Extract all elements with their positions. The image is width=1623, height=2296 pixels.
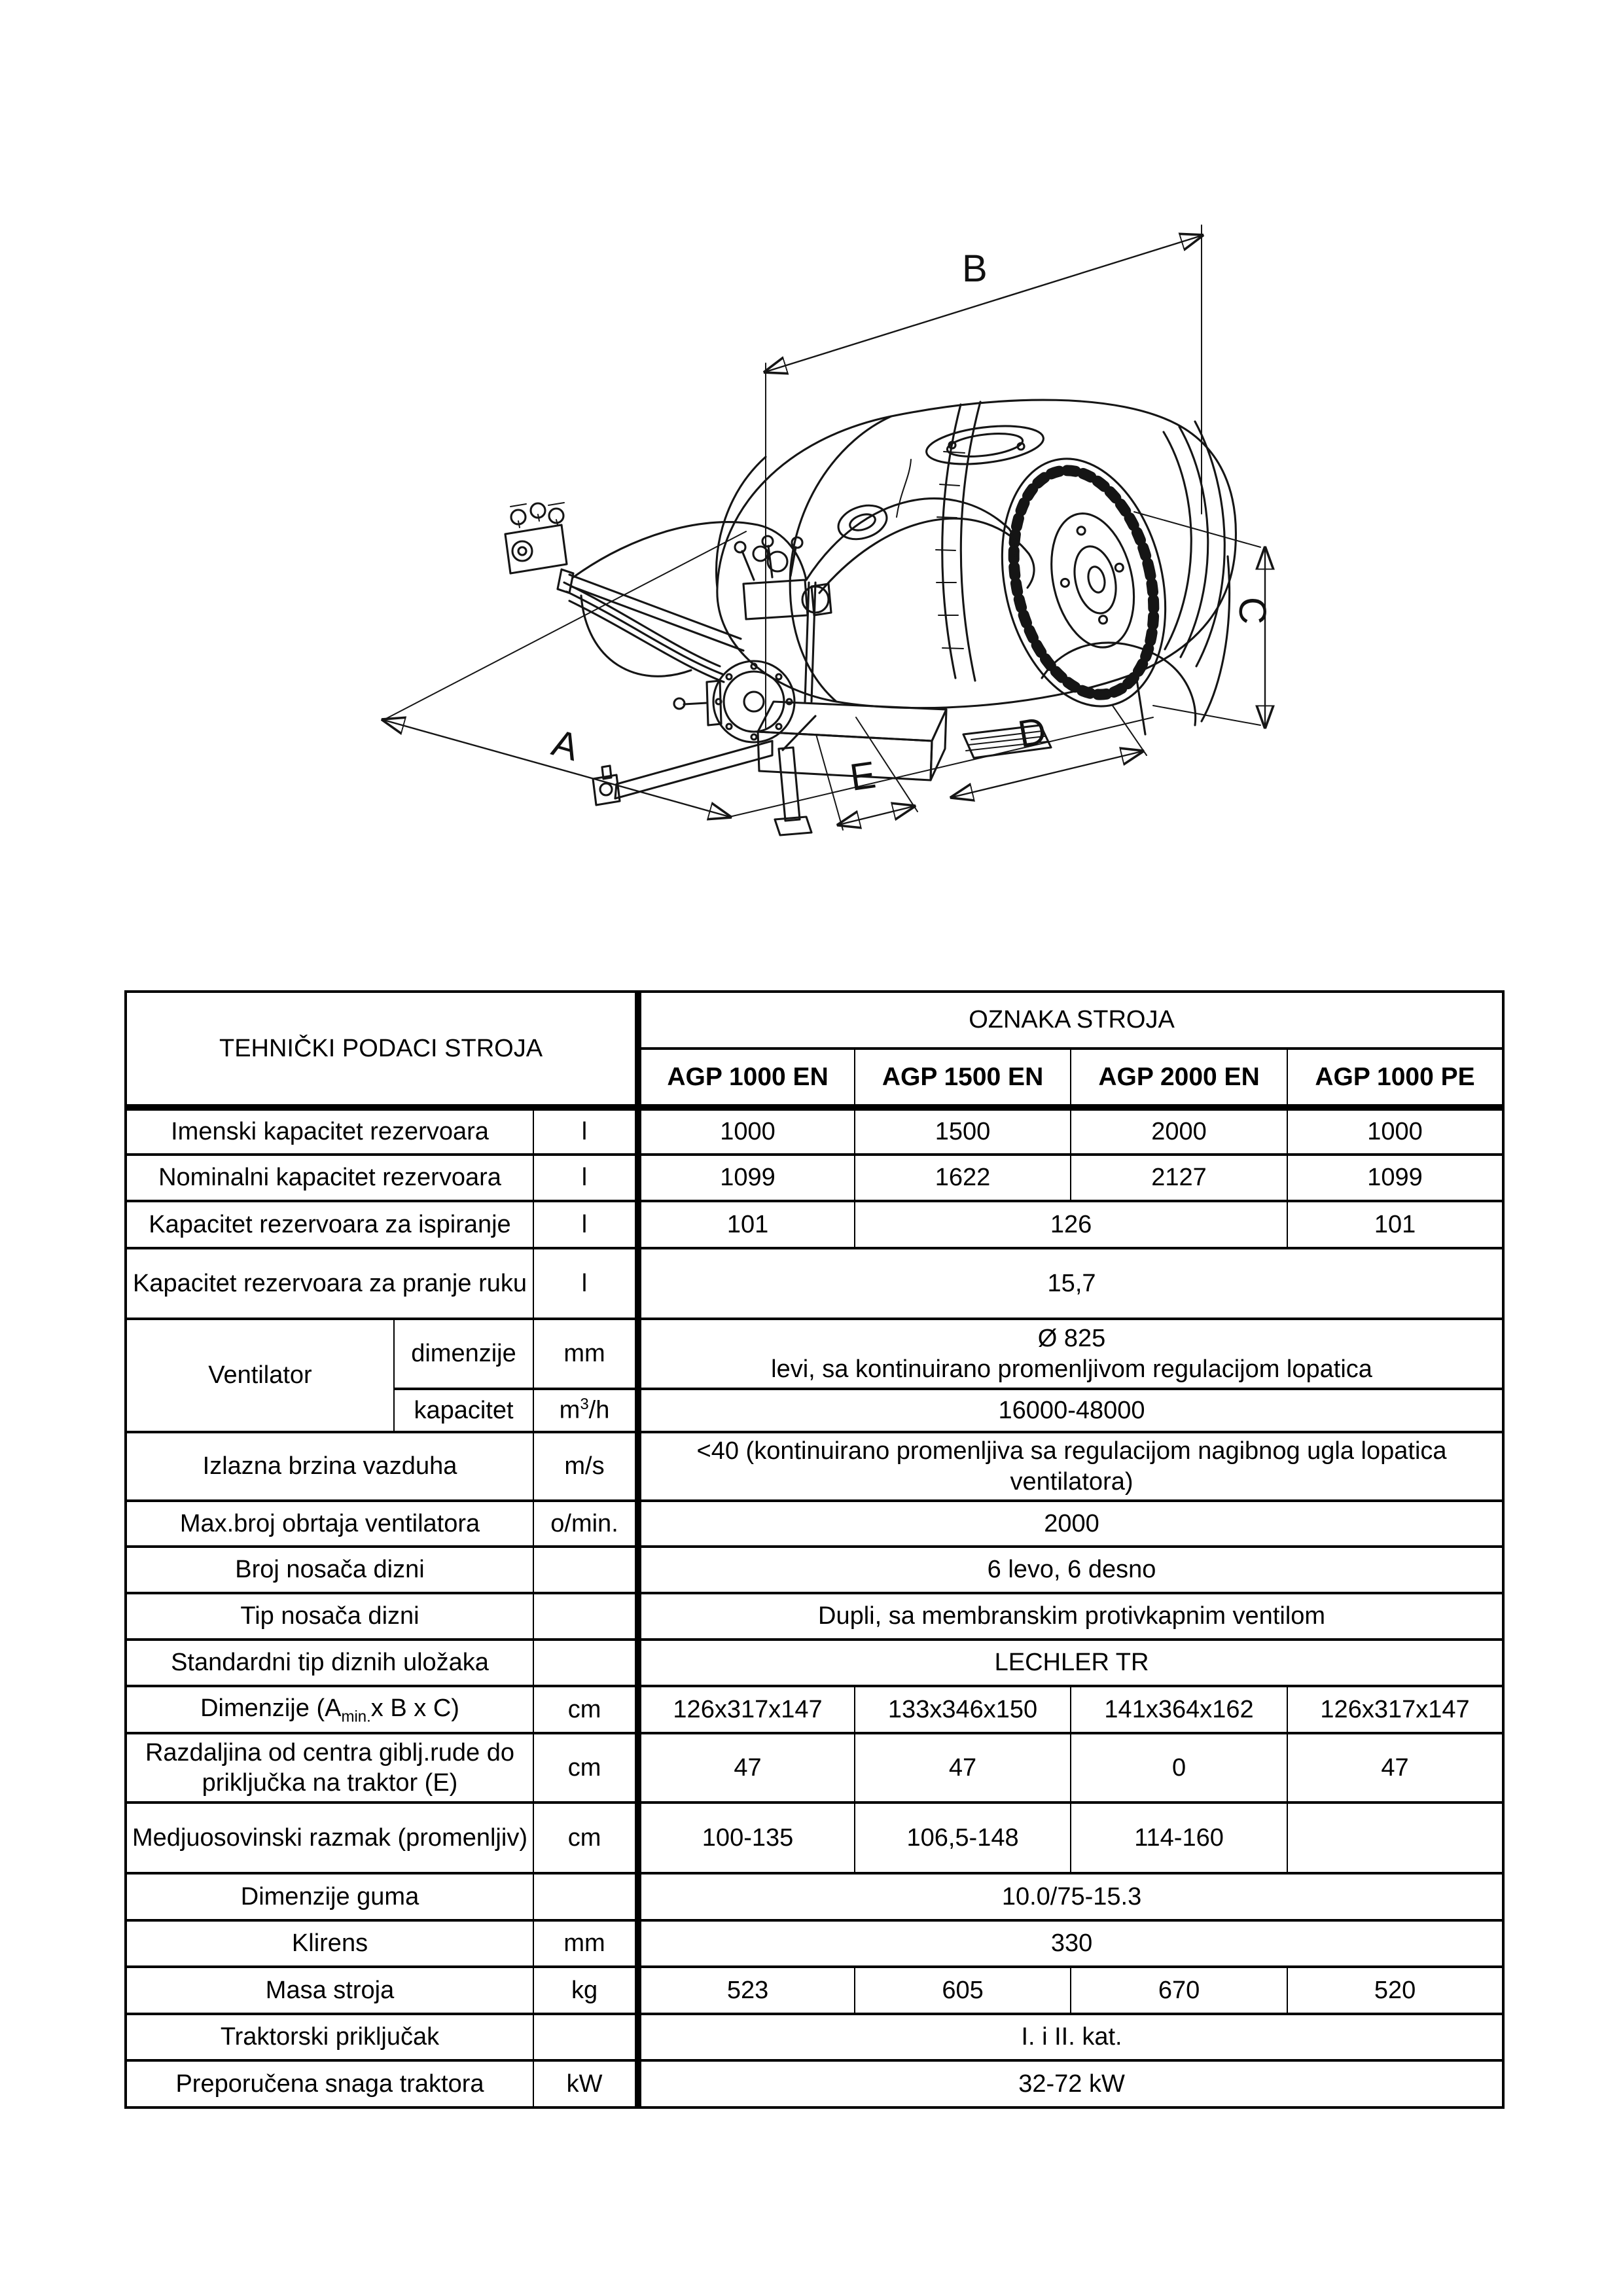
cell-value: 47 <box>638 1733 855 1803</box>
cell-value: 6 levo, 6 desno <box>638 1547 1503 1593</box>
cell-value: 520 <box>1287 1967 1503 2014</box>
cell-value: 2000 <box>638 1501 1503 1547</box>
dim-label-c: C <box>1231 597 1274 624</box>
cell-value: 1099 <box>638 1155 855 1201</box>
cell-name: Tip nosača dizni <box>126 1593 533 1640</box>
column-header-agp-2000-en: AGP 2000 EN <box>1071 1049 1287 1107</box>
row-kapacitet-pranje-ruku <box>126 1248 1503 1319</box>
row-ventilator-dimenzije <box>126 1319 1503 1389</box>
cell-value: 16000-48000 <box>638 1389 1503 1432</box>
cell-value: 523 <box>638 1967 855 2014</box>
cell-name: Dimenzije guma <box>126 1873 533 1920</box>
cell-unit: kg <box>533 1967 638 2014</box>
cell-name: Kapacitet rezervoara za pranje ruku <box>126 1248 533 1319</box>
cell-name: Max.broj obrtaja ventilatora <box>126 1501 533 1547</box>
cell-value: 2000 <box>1071 1107 1287 1155</box>
dim-label-d: D <box>1014 709 1050 756</box>
cell-unit: $m^3/h$ <box>533 1389 638 1432</box>
cell-value: 0 <box>1071 1733 1287 1803</box>
control-unit <box>505 503 743 651</box>
sprayer-technical-drawing <box>353 216 1309 844</box>
cell-unit <box>533 1593 638 1640</box>
column-header-agp-1000-en: AGP 1000 EN <box>638 1049 855 1107</box>
cell-value: 1000 <box>638 1107 855 1155</box>
row-broj-nosaca <box>126 1547 1503 1593</box>
row-imenski-kapacitet <box>126 1107 1503 1155</box>
dimension-d-e <box>816 706 1147 830</box>
tank <box>717 400 1236 734</box>
cell-unit: mm <box>533 1319 638 1389</box>
row-tip-nosaca <box>126 1593 1503 1640</box>
cell-value: 106,5-148 <box>855 1803 1071 1873</box>
cell-value: 10.0/75-15.3 <box>638 1873 1503 1920</box>
cell-name: Razdaljina od centra giblj.rude do priključka na traktor (E) <box>126 1733 533 1803</box>
cell-unit: cm <box>533 1803 638 1873</box>
row-standardni-tip <box>126 1640 1503 1686</box>
row-preporucena-snaga <box>126 2060 1503 2108</box>
cell-name: Dimenzije ($A_{min.}x$ B x C) <box>126 1686 533 1733</box>
row-klirens <box>126 1920 1503 1967</box>
row-max-obrtaji <box>126 1501 1503 1547</box>
row-nominalni-kapacitet <box>126 1155 1503 1201</box>
cell-unit: o/min. <box>533 1501 638 1547</box>
dimension-a <box>383 720 730 817</box>
cell-value: 126x317x147 <box>638 1686 855 1733</box>
cell-name: Kapacitet rezervoara za ispiranje <box>126 1201 533 1248</box>
row-razdaljina <box>126 1733 1503 1803</box>
cell-value: 605 <box>855 1967 1071 2014</box>
cell-sublabel: kapacitet <box>394 1389 533 1432</box>
cell-name: Klirens <box>126 1920 533 1967</box>
cell-name: Masa stroja <box>126 1967 533 2014</box>
cell-unit: cm <box>533 1733 638 1803</box>
cell-name: Ventilator <box>126 1319 394 1432</box>
header-row-group <box>126 992 1503 1049</box>
table-title: TEHNIČKI PODACI STROJA <box>126 992 638 1107</box>
cell-sublabel: dimenzije <box>394 1319 533 1389</box>
column-header-agp-1500-en: AGP 1500 EN <box>855 1049 1071 1107</box>
dim-label-a: A <box>547 721 584 770</box>
dimension-b <box>766 225 1202 728</box>
cell-value: 1000 <box>1287 1107 1503 1155</box>
cell-value: 126x317x147 <box>1287 1686 1503 1733</box>
cell-value: Dupli, sa membranskim protivkapnim ventilom <box>638 1593 1503 1640</box>
cell-value: LECHLER TR <box>638 1640 1503 1686</box>
cell-unit <box>533 2014 638 2060</box>
cell-unit: mm <box>533 1920 638 1967</box>
fan-diameter: Ø 825 <box>1037 1325 1106 1353</box>
dim-label-b: B <box>962 247 988 290</box>
dim-label-e: E <box>847 753 879 799</box>
cell-value: 32-72 kW <box>638 2060 1503 2108</box>
cell-value: 1099 <box>1287 1155 1503 1201</box>
cell-value: 100-135 <box>638 1803 855 1873</box>
cell-unit: m/s <box>533 1432 638 1501</box>
cell-unit: kW <box>533 2060 638 2108</box>
fan-description: levi, sa kontinuirano promenljivom regulacijom lopatica <box>771 1355 1372 1383</box>
cell-value: 114-160 <box>1071 1803 1287 1873</box>
row-kapacitet-ispiranje <box>126 1201 1503 1248</box>
cell-value: 670 <box>1071 1967 1287 2014</box>
spec-table <box>124 990 1505 2109</box>
cell-name: Izlazna brzina vazduha <box>126 1432 533 1501</box>
cell-name: Traktorski priključak <box>126 2014 533 2060</box>
cell-unit: l <box>533 1107 638 1155</box>
row-izlazna-brzina <box>126 1432 1503 1501</box>
cell-unit: cm <box>533 1686 638 1733</box>
pump-assembly <box>674 536 831 742</box>
cell-value: 141x364x162 <box>1071 1686 1287 1733</box>
column-header-agp-1000-pe: AGP 1000 PE <box>1287 1049 1503 1107</box>
chassis <box>758 702 1051 780</box>
cell-value: 2127 <box>1071 1155 1287 1201</box>
cell-value: 133x346x150 <box>855 1686 1071 1733</box>
cell-value: 330 <box>638 1920 1503 1967</box>
cell-value <box>638 1319 1503 1389</box>
cell-name: Imenski kapacitet rezervoara <box>126 1107 533 1155</box>
cell-name: Medjuosovinski razmak (promenljiv) <box>126 1803 533 1873</box>
cell-name: Nominalni kapacitet rezervoara <box>126 1155 533 1201</box>
cell-unit <box>533 1640 638 1686</box>
row-medjuosovinski <box>126 1803 1503 1873</box>
cell-name: Standardni tip diznih uložaka <box>126 1640 533 1686</box>
cell-name: Broj nosača dizni <box>126 1547 533 1593</box>
cell-value: 47 <box>1287 1733 1503 1803</box>
cell-value: 126 <box>855 1201 1287 1248</box>
cell-value: 47 <box>855 1733 1071 1803</box>
cell-value <box>1287 1803 1503 1873</box>
cell-value: <40 (kontinuirano promenljiva sa regulacijom nagibnog ugla lopatica ventilatora) <box>638 1432 1503 1501</box>
cell-unit: l <box>533 1201 638 1248</box>
cell-unit <box>533 1547 638 1593</box>
cell-unit <box>533 1873 638 1920</box>
row-masa-stroja <box>126 1967 1503 2014</box>
cell-value: 101 <box>1287 1201 1503 1248</box>
cell-value: 101 <box>638 1201 855 1248</box>
cell-name: Preporučena snaga traktora <box>126 2060 533 2108</box>
cell-unit: l <box>533 1155 638 1201</box>
cell-value: 1622 <box>855 1155 1071 1201</box>
cell-value: 15,7 <box>638 1248 1503 1319</box>
row-traktorski-prikljucak <box>126 2014 1503 2060</box>
wheel <box>979 442 1188 723</box>
cell-value: 1500 <box>855 1107 1071 1155</box>
group-title: OZNAKA STROJA <box>638 992 1503 1049</box>
row-dimenzije-guma <box>126 1873 1503 1920</box>
row-dimenzije <box>126 1686 1503 1733</box>
cell-value: I. i II. kat. <box>638 2014 1503 2060</box>
cell-unit: l <box>533 1248 638 1319</box>
